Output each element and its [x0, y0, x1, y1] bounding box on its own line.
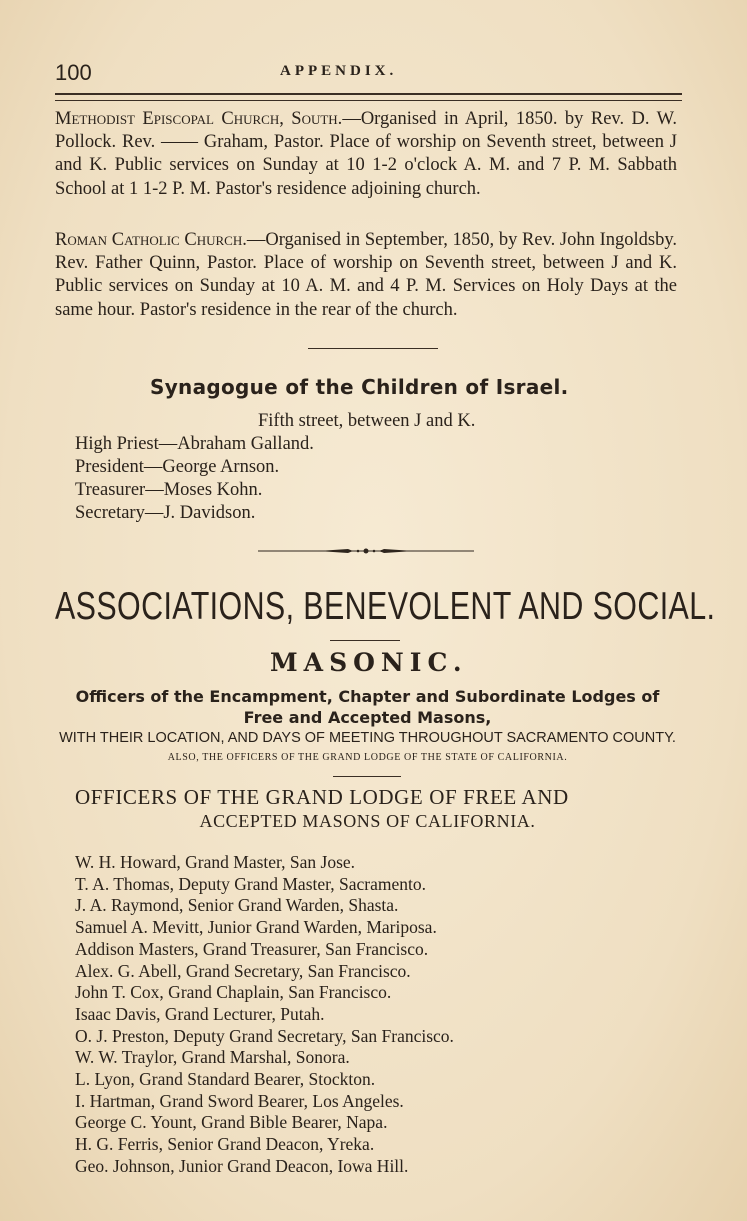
officer-entry: George C. Yount, Grand Bible Bearer, Napa. — [75, 1112, 388, 1133]
synagogue-location: Fifth street, between J and K. — [258, 411, 476, 431]
masonic-title: MASONIC. — [270, 648, 468, 677]
methodist-church-entry — [55, 108, 677, 201]
synagogue-treasurer: Treasurer—Moses Kohn. — [75, 480, 263, 500]
officer-entry: O. J. Preston, Deputy Grand Secretary, San Francisco. — [75, 1025, 454, 1046]
officer-entry: W. W. Traylor, Grand Marshal, Sonora. — [75, 1047, 350, 1068]
header-double-rule — [55, 93, 682, 101]
catholic-church-name: Roman Catholic Church. — [55, 230, 247, 250]
synagogue-president: President—George Arnson. — [75, 457, 280, 477]
masonic-subtitle-1: Officers of the Encampment, Chapter and Subordinate Lodges of — [75, 687, 660, 706]
officer-entry: T. A. Thomas, Deputy Grand Master, Sacramento. — [75, 873, 426, 894]
page-number: 100 — [55, 60, 92, 85]
officer-entry: Samuel A. Mevitt, Junior Grand Warden, Mariposa. — [75, 917, 437, 938]
officer-entry: Isaac Davis, Grand Lecturer, Putah. — [75, 1003, 325, 1024]
officer-entry: L. Lyon, Grand Standard Bearer, Stockton. — [75, 1069, 376, 1089]
officer-entry: I. Hartman, Grand Sword Bearer, Los Angeles. — [75, 1090, 404, 1111]
officer-entry: Alex. G. Abell, Grand Secretary, San Francisco. — [75, 960, 411, 981]
officer-entry: Geo. Johnson, Junior Grand Deacon, Iowa Hill. — [75, 1155, 409, 1176]
ornamental-divider-icon — [258, 545, 474, 557]
grand-lodge-divider — [333, 776, 401, 777]
page-header — [55, 60, 680, 88]
synagogue-title: Synagogue of the Children of Israel. — [150, 375, 569, 399]
synagogue-high-priest: High Priest—Abraham Galland. — [75, 434, 314, 454]
masonic-subtitle-3: WITH THEIR LOCATION, AND DAYS OF MEETING THROUGHOUT SACRAMENTO COUNTY. — [59, 730, 676, 746]
grand-lodge-heading-line-1: OFFICERS OF THE GRAND LODGE OF FREE AND — [75, 785, 569, 809]
methodist-church-name: Methodist Episcopal Church, South. — [55, 109, 343, 129]
grand-lodge-heading-line-2: ACCEPTED MASONS OF CALIFORNIA. — [199, 811, 536, 831]
running-head: APPENDIX. — [280, 63, 398, 79]
officer-entry: Addison Masters, Grand Treasurer, San Francisco. — [75, 938, 429, 959]
masonic-subtitle-4: ALSO, THE OFFICERS OF THE GRAND LODGE OF THE STATE OF CALIFORNIA. — [167, 752, 568, 763]
catholic-church-entry — [55, 229, 677, 322]
masonic-subtitle-2: Free and Accepted Masons, — [243, 708, 492, 727]
masonic-divider — [330, 640, 400, 641]
section-heading: ASSOCIATIONS, BENEVOLENT AND SOCIAL. — [55, 585, 716, 628]
officer-entry: W. H. Howard, Grand Master, San Jose. — [75, 852, 356, 872]
methodist-church-body: —Organised in April, 1850. by Rev. D. W. Pollock. Rev. —— Graham, Pastor. Place of worship on Seventh street, between J and K. Public services on Sunday at 10 1-2 o'clock A. M. and 7 P. M. Sabbath School at 1 1-2 P. M. Pastor's residence adjoining church. — [55, 109, 677, 199]
officer-entry: H. G. Ferris, Senior Grand Deacon, Yreka. — [75, 1134, 375, 1155]
section-divider — [308, 348, 438, 349]
officer-entry: John T. Cox, Grand Chaplain, San Francisco. — [75, 982, 392, 1003]
synagogue-secretary: Secretary—J. Davidson. — [75, 503, 256, 523]
officer-entry: J. A. Raymond, Senior Grand Warden, Shasta. — [75, 895, 399, 916]
catholic-church-body: —Organised in September, 1850, by Rev. John Ingoldsby. Rev. Father Quinn, Pastor. Place of worship on Seventh street, between J and K. Public services on Sunday at 10 A. M. and 4 P. M. Services on Holy Days at the same hour. Pastor's residence in the rear of the church. — [55, 230, 677, 320]
